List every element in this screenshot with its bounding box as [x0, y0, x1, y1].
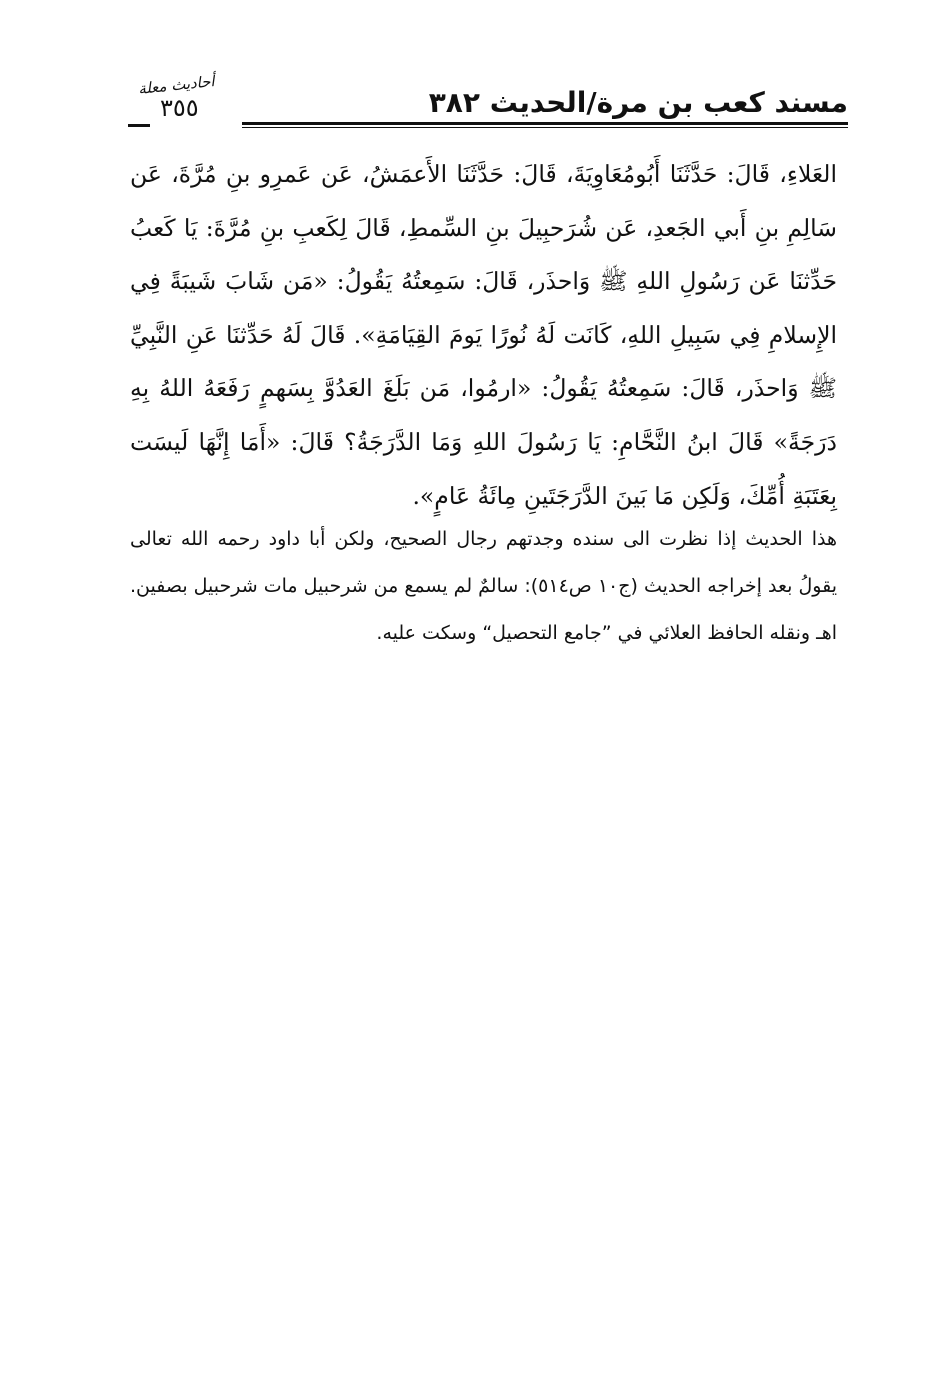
- header-rule: [242, 122, 848, 125]
- running-title: مسند كعب بن مرة/الحديث ٣٨٢: [428, 86, 848, 119]
- page-number-dash: [128, 124, 150, 127]
- commentary-paragraph: هذا الحديث إذا نظرت الى سنده وجدتهم رجال الصحيح، ولكن أبا داود رحمه الله تعالى يقولُ بعد إخراجه الحديث (ج١٠ ص٥١٤): سالمٌ لم يسمع من شرحبيل مات شرحبيل بصفين. اهـ ونقله الحافظ العلائي في ”جامع التحصيل“ وسكت عليه.: [130, 528, 837, 644]
- page-number: ٣٥٥: [160, 94, 199, 122]
- page-header: [124, 72, 848, 136]
- commentary: [130, 516, 837, 657]
- hadith-body: [130, 148, 837, 523]
- handwritten-note: أحاديث معلة: [137, 72, 216, 98]
- hadith-paragraph: العَلاءِ، قَالَ: حَدَّثَنَا أَبُومُعَاوِيَةَ، قَالَ: حَدَّثَنَا الأَعمَشُ، عَن عَمرِو بنِ مُرَّةَ، عَن سَالِمِ بنِ أَبي الجَعدِ، عَن شُرَحبِيلَ بنِ السِّمطِ، قَالَ لِكَعبِ بنِ مُرَّةَ: يَا كَعبُ حَدِّثنَا عَن رَسُولِ اللهِ ﷺ وَاحذَر، قَالَ: سَمِعتُهُ يَقُولُ: «مَن شَابَ شَيبَةً فِي الإِسلامِ فِي سَبِيلِ اللهِ، كَانَت لَهُ نُورًا يَومَ القِيَامَةِ». قَالَ لَهُ حَدِّثنَا عَنِ النَّبِيِّ ﷺ وَاحذَر، قَالَ: سَمِعتُهُ يَقُولُ: «ارمُوا، مَن بَلَغَ العَدُوَّ بِسَهمٍ رَفَعَهُ اللهُ بِهِ دَرَجَةً» قَالَ ابنُ النَّحَّامِ: يَا رَسُولَ اللهِ وَمَا الدَّرَجَةُ؟ قَالَ: «أَمَا إِنَّهَا لَيسَت بِعَتَبَةِ أُمِّكَ، وَلَكِن مَا بَينَ الدَّرَجَتَينِ مِائَةُ عَامٍ».: [130, 160, 837, 510]
- header-rule-thin: [242, 127, 848, 128]
- page-number-block: [124, 72, 264, 136]
